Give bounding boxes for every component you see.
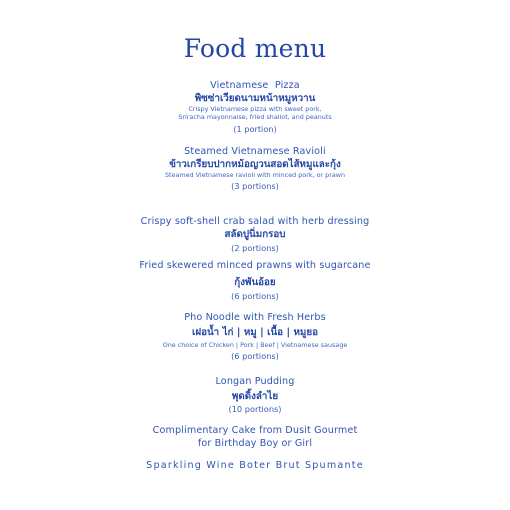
item-name-en: Complimentary Cake from Dusit Gourmet (152, 425, 358, 436)
menu-item-prawns-sugarcane (0, 259, 510, 302)
menu-item-pho-noodle (0, 311, 510, 362)
item-name-th: เฝอน้ำ ไก่ | หมู | เนื้อ | หมูยอ (191, 327, 319, 338)
item-portion: (3 portions) (231, 181, 279, 192)
item-name-en: Steamed Vietnamese Ravioli (184, 146, 326, 157)
item-name-th: พุดดิ้งลำไย (231, 391, 279, 402)
item-portion: (10 portions) (228, 404, 282, 414)
item-portion: (6 portions) (231, 291, 279, 301)
item-description: Steamed Vietnamese ravioli with minced pork, or prawn (164, 171, 346, 179)
item-name-th: กุ้งพันอ้อย (234, 277, 276, 288)
item-name-en: for Birthday Boy or Girl (197, 438, 313, 449)
menu-item-longan-pudding (0, 375, 510, 415)
item-name-en: Longan Pudding (215, 376, 295, 387)
item-description: Sriracha mayonnaise, fried shallot, and peanuts (178, 113, 332, 122)
sparkling-wine-line: Sparkling Wine Boter Brut Spumante (146, 460, 364, 471)
item-portion: (6 portions) (231, 351, 279, 362)
item-name-en: Vietnamese Pizza (210, 80, 300, 91)
item-name-en: Pho Noodle with Fresh Herbs (184, 312, 326, 323)
menu-title: Food menu (183, 34, 327, 63)
item-description: Crispy Vietnamese pizza with sweet pork, (188, 105, 322, 113)
item-name-th: สลัดปูนิ่มกรอบ (224, 229, 286, 240)
item-name-en: Fried skewered minced prawns with sugarcane (139, 260, 371, 271)
item-name-th: ข้าวเกรียบปากหม้อญวนสอดไส้หมูและกุ้ง (169, 159, 341, 170)
menu-item-soft-shell-crab-salad (0, 215, 510, 254)
menu-item-steamed-ravioli (0, 145, 510, 192)
item-portion: (1 portion) (233, 123, 277, 134)
item-description: One choice of Chicken | Pork | Beef | Vietnamese sausage (162, 341, 348, 349)
item-name-th: พิซซ่าเวียดนามหน้าหมูหวาน (194, 93, 316, 104)
item-portion: (2 portions) (231, 243, 279, 253)
menu-item-complimentary-cake (0, 424, 510, 450)
item-name-en: Crispy soft-shell crab salad with herb dressing (140, 216, 370, 227)
menu-item-vietnamese-pizza (0, 79, 510, 135)
